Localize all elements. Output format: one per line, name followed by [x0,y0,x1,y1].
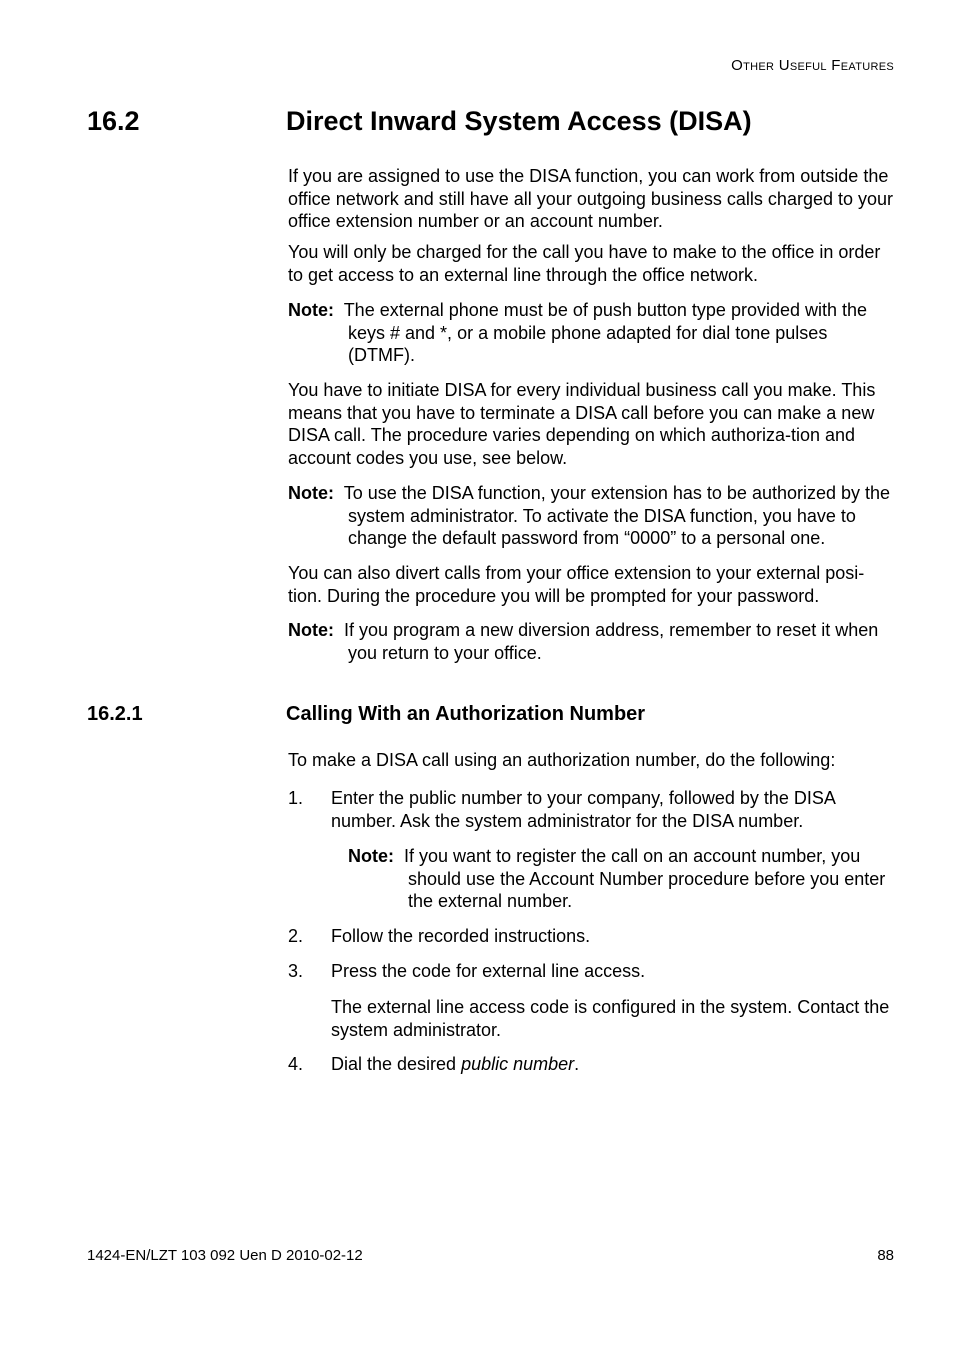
step-number: 4. [288,1054,304,1074]
step-text-italic: public number [461,1054,575,1074]
step-detail: The external line access code is configured in the system. Contact the system administrator. [331,997,890,1040]
step-number: 2. [288,926,304,946]
running-header: Other Useful Features [731,57,894,74]
step-note [348,845,898,913]
note-text: If you program a new diversion address, remember to reset it when you return to your office. [344,620,879,663]
note-text: The external phone must be of push button type provided with the keys # and *, or a mobile phone adapted for dial tone pulses (DTMF). [343,300,868,365]
paragraph: You can also divert calls from your office extension to your external posi-tion. During the procedure you will be prompted for your password. [288,563,865,606]
note-label: Note: [348,846,394,866]
subsection-intro: To make a DISA call using an authorization number, do the following: [288,750,836,770]
note [288,482,898,550]
step-text: Enter the public number to your company, followed by the DISA number. Ask the system administrator for the DISA number. [331,788,835,831]
paragraph: If you are assigned to use the DISA function, you can work from outside the office network and still have all your outgoing business calls charged to your office extension number or an account number. [288,166,894,231]
section-number: 16.2 [87,106,140,136]
page-number: 88 [877,1247,894,1264]
step-text: Follow the recorded instructions. [331,926,591,946]
note-label: Note: [288,620,334,640]
note-label: Note: [288,300,334,320]
step-text: Press the code for external line access. [331,961,646,981]
step-text [331,1053,898,1076]
note-label: Note: [288,483,334,503]
note-text: To use the DISA function, your extension has to be authorized by the system administrator. To activate the DISA function, you have to change the default password from “0000” to a personal one. [343,483,891,548]
step-text-before: Dial the desired [331,1054,462,1074]
note-text: If you want to register the call on an account number, you should use the Account Number procedure before you enter the external number. [404,846,886,911]
subsection-number: 16.2.1 [87,703,143,725]
paragraph: You will only be charged for the call you have to make to the office in order to get access to an external line through the office network. [288,242,881,285]
footer-doc-id: 1424-EN/LZT 103 092 Uen D 2010-02-12 [87,1247,363,1264]
section-title: Direct Inward System Access (DISA) [286,106,752,136]
subsection-title: Calling With an Authorization Number [286,703,646,725]
step-number: 1. [288,788,304,808]
note [288,619,898,664]
paragraph: You have to initiate DISA for every individual business call you make. This means that you have to terminate a DISA call before you can make a new DISA call. The procedure varies depending on which authoriza-tion and account codes you use, see below. [288,380,876,468]
step-number: 3. [288,961,304,981]
step-text-after: . [574,1054,580,1074]
note [288,299,898,367]
